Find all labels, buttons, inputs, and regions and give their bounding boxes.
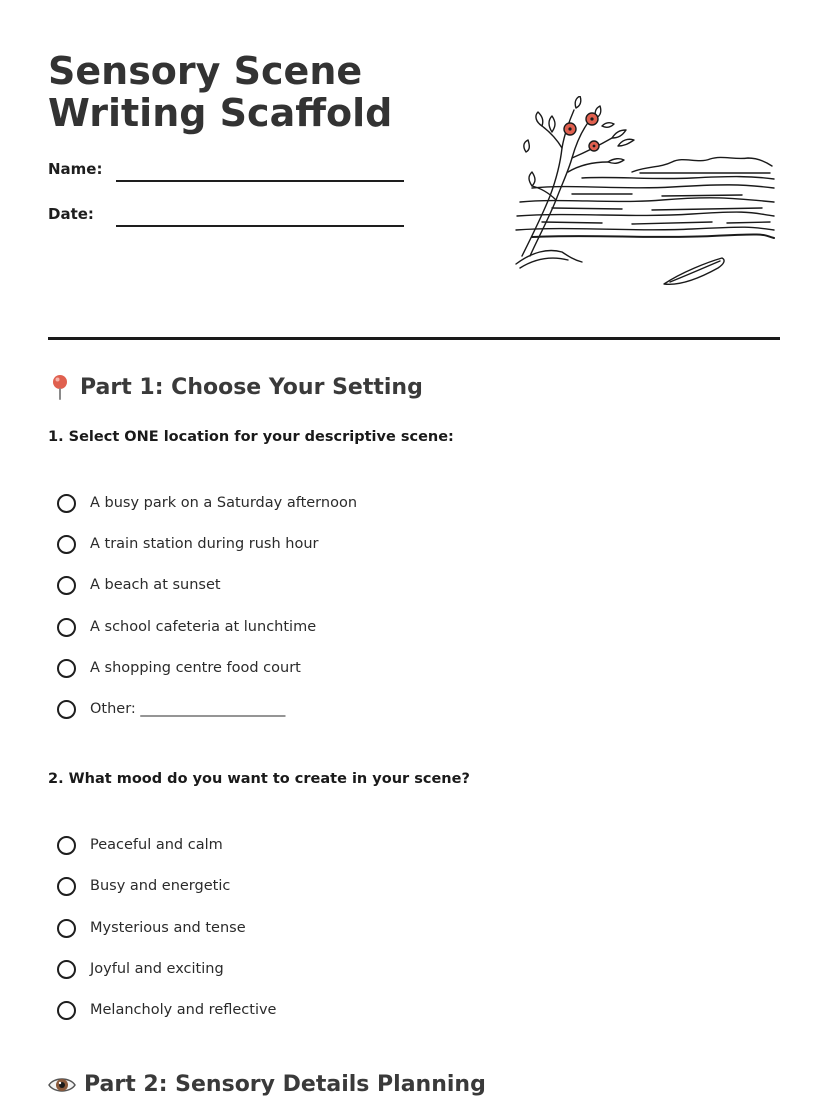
pin-icon [48,374,72,400]
radio-button[interactable] [57,576,76,595]
location-option[interactable]: A school cafeteria at lunchtime [57,614,316,640]
radio-button[interactable] [57,877,76,896]
name-field[interactable] [116,180,404,182]
mood-option[interactable]: Mysterious and tense [57,915,246,941]
location-option[interactable]: A beach at sunset [57,572,221,598]
radio-button[interactable] [57,1001,76,1020]
divider [48,337,780,340]
mood-option[interactable]: Joyful and exciting [57,956,224,982]
date-field[interactable] [116,225,404,227]
radio-button[interactable] [57,960,76,979]
question-1: 1. Select ONE location for your descriptive scene: [48,429,454,445]
radio-button[interactable] [57,700,76,719]
radio-button[interactable] [57,659,76,678]
radio-button[interactable] [57,919,76,938]
eye-icon [48,1074,76,1096]
part2-heading [48,1072,486,1097]
part1-heading [48,374,423,400]
location-option[interactable]: A train station during rush hour [57,531,319,557]
mood-option[interactable]: Melancholy and reflective [57,997,276,1023]
radio-button[interactable] [57,535,76,554]
beach-illustration [512,96,778,292]
radio-button[interactable] [57,836,76,855]
location-option[interactable]: A busy park on a Saturday afternoon [57,490,357,516]
name-label: Name: [48,160,103,178]
radio-button[interactable] [57,494,76,513]
part2-title: Part 2: Sensory Details Planning [84,1072,486,1097]
location-option-other[interactable]: Other: ____________________ [57,696,285,722]
mood-option[interactable]: Busy and energetic [57,873,230,899]
question-2: 2. What mood do you want to create in your scene? [48,771,470,787]
radio-button[interactable] [57,618,76,637]
date-label: Date: [48,205,94,223]
worksheet-title: Sensory Scene Writing Scaffold [48,49,393,135]
mood-option[interactable]: Peaceful and calm [57,832,223,858]
part1-title: Part 1: Choose Your Setting [80,374,423,400]
location-option[interactable]: A shopping centre food court [57,655,301,681]
